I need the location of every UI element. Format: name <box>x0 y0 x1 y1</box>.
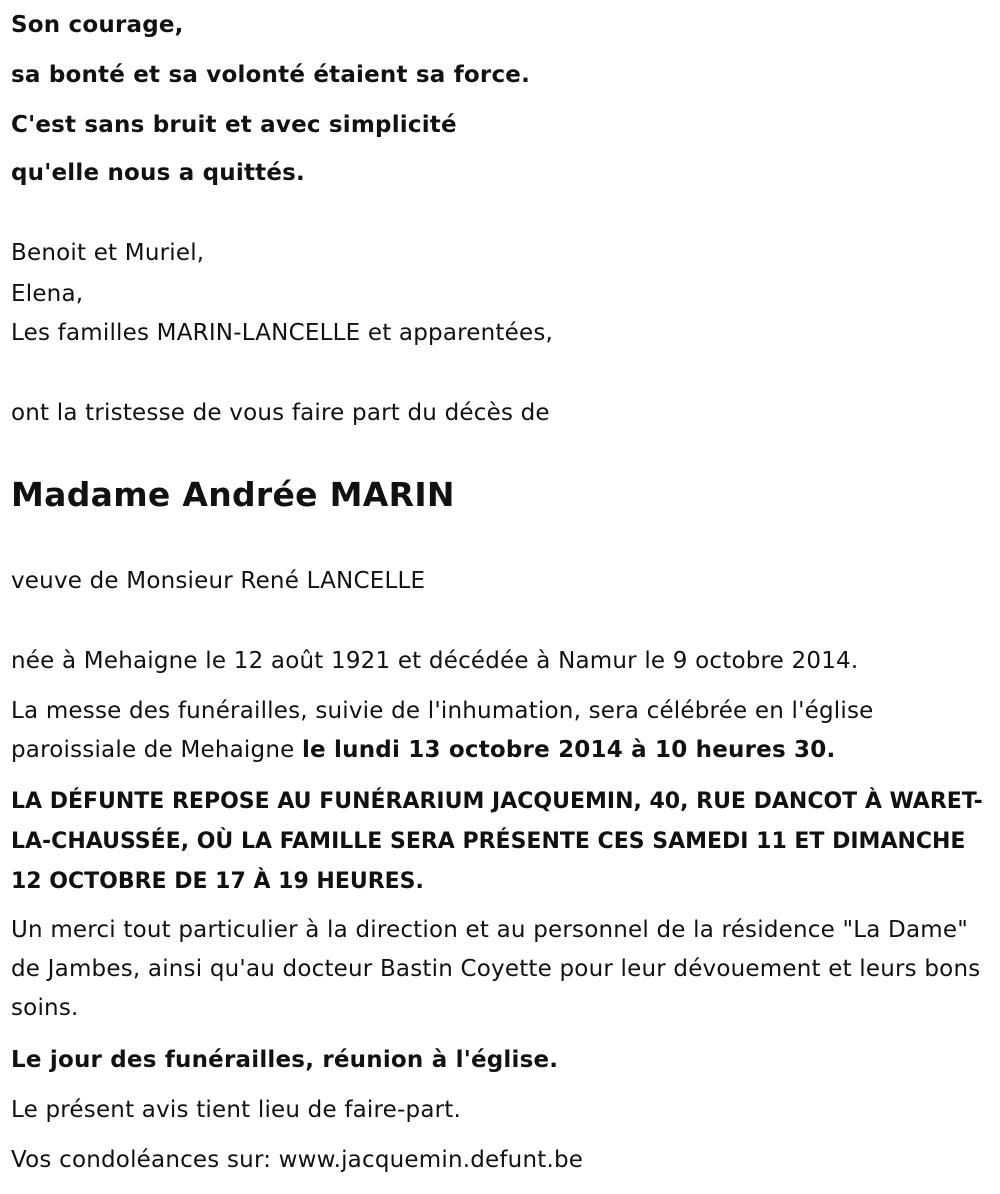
condolences-text: Vos condoléances sur: www.jacquemin.defunt.be <box>11 1147 584 1173</box>
epigraph-line-2: sa bonté et sa volonté étaient sa force. <box>11 62 531 88</box>
thanks-paragraph: Un merci tout particulier à la direction et au personnel de la résidence "La Dame" de Jambes, ainsi qu'au docteur Bastin Coyette pour leur dévouement et leurs bons soins. <box>11 917 981 1021</box>
announcement-text: ont la tristesse de vous faire part du décès de <box>11 400 550 426</box>
mass-date: le lundi 13 octobre 2014 à 10 heures 30. <box>301 737 836 763</box>
widow-of-text: veuve de Monsieur René LANCELLE <box>11 568 426 594</box>
epigraph-line-4: qu'elle nous a quittés. <box>11 160 305 186</box>
notice-text: Le présent avis tient lieu de faire-part. <box>11 1097 462 1123</box>
epigraph-line-3: C'est sans bruit et avec simplicité <box>11 112 457 138</box>
deceased-name: Madame Andrée MARIN <box>11 475 455 514</box>
mass-paragraph <box>11 692 986 770</box>
family-line-2: Elena, <box>11 281 84 307</box>
family-line-3: Les familles MARIN-LANCELLE et apparentées, <box>11 320 554 346</box>
epigraph-line-1: Son courage, <box>11 12 184 38</box>
mass-text: La messe des funérailles, suivie de l'inhumation, sera célébrée en l'église paroissiale de Mehaigne <box>11 698 874 763</box>
repose-paragraph: LA DÉFUNTE REPOSE AU FUNÉRARIUM JACQUEMIN, 40, RUE DANCOT À WARET-LA-CHAUSSÉE, OÙ LA FAMILLE SERA PRÉSENTE CES SAMEDI 11 ET DIMANCHE 12 OCTOBRE DE 17 À 19 HEURES. <box>11 789 983 894</box>
birth-death-text: née à Mehaigne le 12 août 1921 et décédée à Namur le 9 octobre 2014. <box>11 648 859 674</box>
family-line-1: Benoit et Muriel, <box>11 240 205 266</box>
meeting-text: Le jour des funérailles, réunion à l'église. <box>11 1047 559 1073</box>
